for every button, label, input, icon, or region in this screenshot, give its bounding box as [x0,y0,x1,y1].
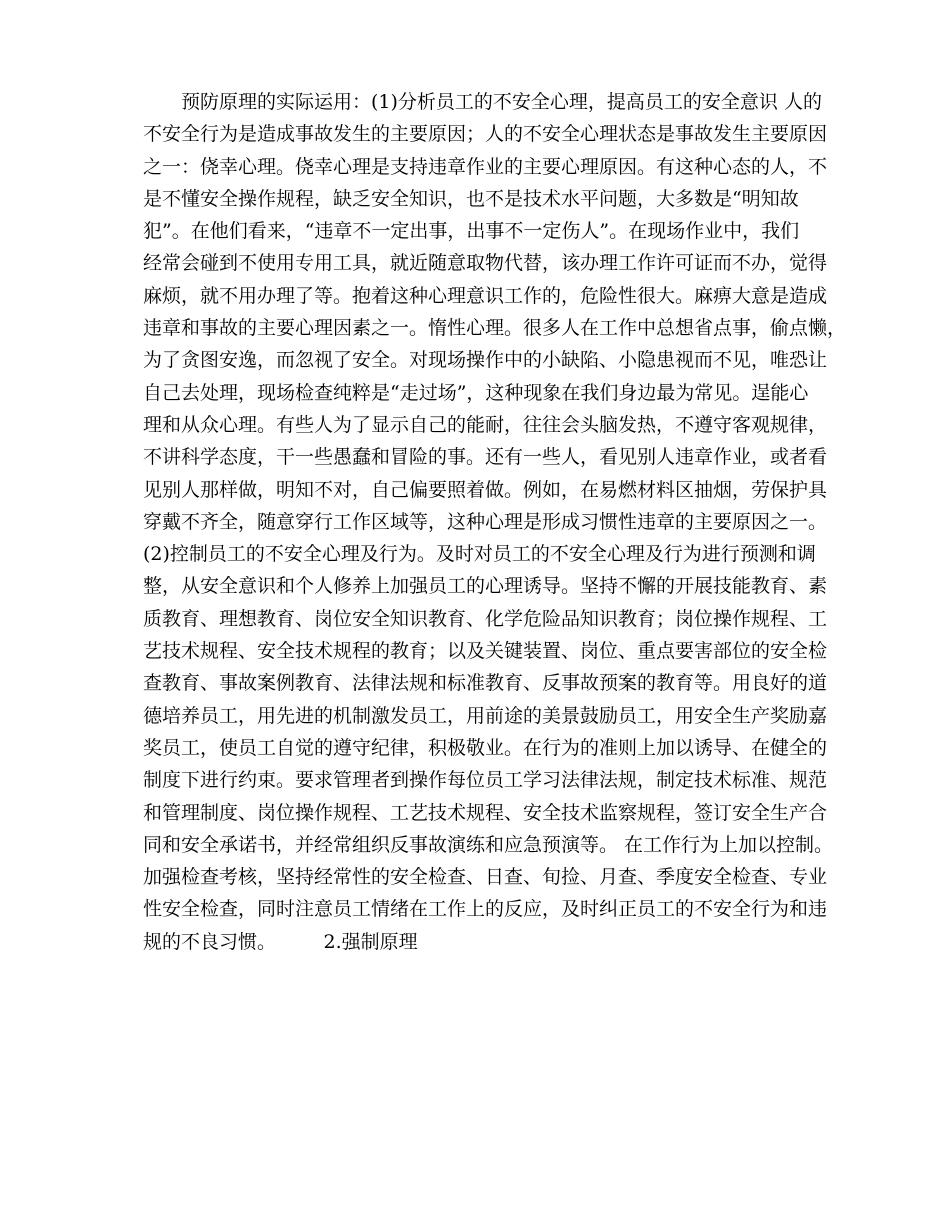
text-line: 整，从安全意识和个人修养上加强员工的心理诱导。坚持不懈的开展技能教育、素 [143,575,828,598]
text-line: 查教育、事故案例教育、法律法规和标准教育、反事故预案的教育等。用良好的道 [143,672,828,695]
text-line: 奖员工，使员工自觉的遵守纪律，积极敬业。在行为的准则上加以诱导、在健全的 [143,736,828,759]
body-text [143,86,847,958]
text-line: 之一：侥幸心理。侥幸心理是支持违章作业的主要心理原因。有这种心态的人，不 [143,155,828,178]
text-line: 不讲科学态度，干一些愚蠢和冒险的事。还有一些人，看见别人违章作业，或者看 [143,446,828,469]
text-line: 加强检查考核，坚持经常性的安全检查、日查、旬捡、月查、季度安全检查、专业 [143,866,828,889]
text-line: (2)控制员工的不安全心理及行为。及时对员工的不安全心理及行为进行预测和调 [143,543,816,566]
text-line: 同和安全承诺书，并经常组织反事故演练和应急预演等。 在工作行为上加以控制。 [143,833,834,856]
text-line: 麻烦，就不用办理了等。抱着这种心理意识工作的，危险性很大。麻痹大意是造成 [143,284,828,307]
text-line: 性安全检查，同时注意员工情绪在工作上的反应，及时纠正员工的不安全行为和违 [143,898,828,921]
text-line: 自己去处理，现场检查纯粹是“走过场”，这种现象在我们身边最为常见。逞能心 [143,381,809,404]
text-line: 理和从众心理。有些人为了显示自己的能耐，往往会头脑发热，不遵守客观规律， [143,413,828,436]
text-line: 违章和事故的主要心理因素之一。惰性心理。很多人在工作中总想省点事，偷点懒， [143,317,847,340]
text-line: 不安全行为是造成事故发生的主要原因；人的不安全心理状态是事故发生主要原因 [143,123,828,146]
text-line: 穿戴不齐全，随意穿行工作区域等，这种心理是形成习惯性违章的主要原因之一。 [143,510,828,533]
text-line: 德培养员工，用先进的机制激发员工，用前途的美景鼓励员工，用安全生产奖励嘉 [143,704,828,727]
text-line: 制度下进行约束。要求管理者到操作每位员工学习法律法规，制定技术标准、规范 [143,769,828,792]
text-line: 预防原理的实际运用：(1)分析员工的不安全心理，提高员工的安全意识 人的 [181,91,822,113]
text-line: 质教育、理想教育、岗位安全知识教育、化学危险品知识教育；岗位操作规程、工 [143,607,828,630]
text-line: 规的不良习惯。 2.强制原理 [143,930,418,953]
text-line: 犯”。在他们看来，“违章不一定出事，出事不一定伤人”。在现场作业中，我们 [143,220,800,243]
text-line: 艺技术规程、安全技术规程的教育；以及关键装置、岗位、重点要害部位的安全检 [143,640,828,663]
text-line: 和管理制度、岗位操作规程、工艺技术规程、安全技术监察规程，签订安全生产合 [143,801,828,824]
text-line: 见别人那样做，明知不对，自己偏要照着做。例如，在易燃材料区抽烟，劳保护具 [143,478,828,501]
text-line: 为了贪图安逸，而忽视了安全。对现场操作中的小缺陷、小隐患视而不见，唯恐让 [143,349,828,372]
text-line: 经常会碰到不使用专用工具，就近随意取物代替，该办理工作许可证而不办，觉得 [143,252,828,275]
text-line: 是不懂安全操作规程，缺乏安全知识，也不是技术水平问题，大多数是“明知故 [143,187,799,210]
